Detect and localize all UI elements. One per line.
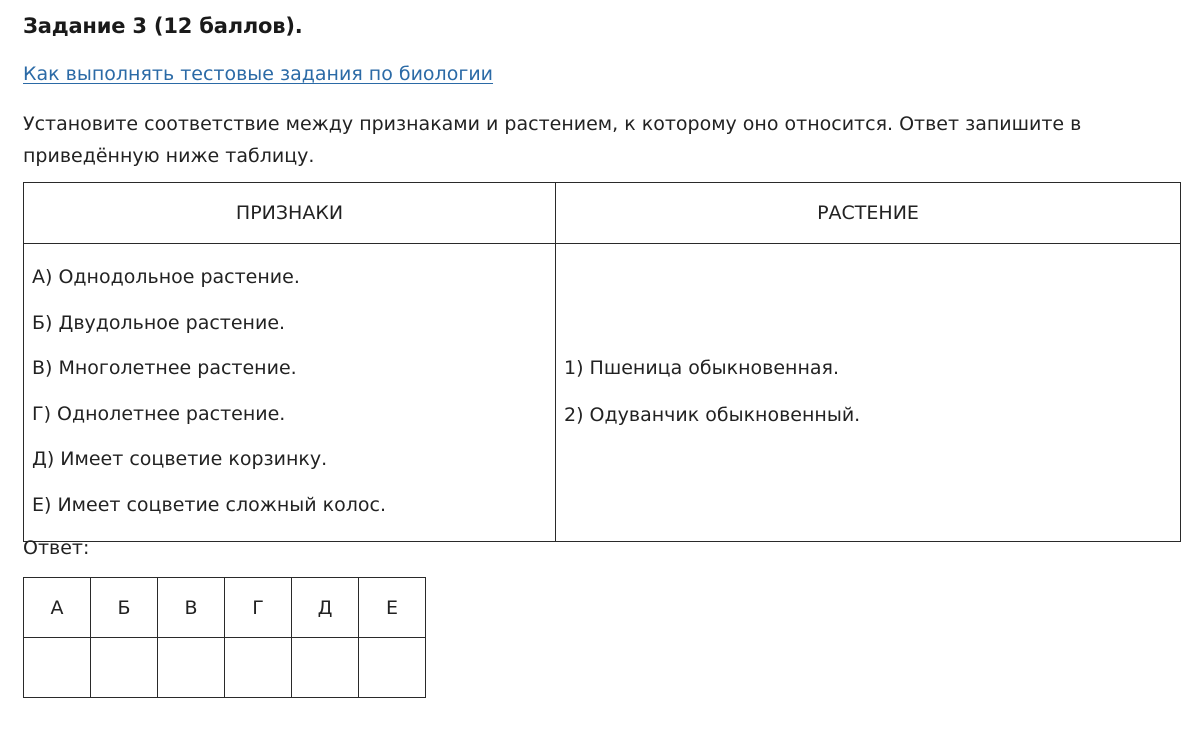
answer-inputs-row [24, 638, 426, 698]
plant-2: 2) Одуванчик обыкновенный. [564, 404, 861, 427]
task-instruction: Установите соответствие между признаками и растением, к которому оно относится. Ответ запишите в приведённую ниже таблицу. [23, 113, 1082, 167]
answer-letter-e: Е [359, 578, 426, 638]
answer-input-v[interactable] [158, 638, 225, 698]
features-list [24, 244, 555, 541]
answer-label: Ответ: [23, 537, 90, 559]
plants-cell [556, 244, 1181, 542]
answer-letters-row [24, 578, 426, 638]
header-plant: РАСТЕНИЕ [556, 183, 1181, 244]
feature-b: Б) Двудольное растение. [32, 311, 286, 334]
answer-input-a[interactable] [24, 638, 91, 698]
answer-input-d[interactable] [292, 638, 359, 698]
answer-letter-a: А [24, 578, 91, 638]
feature-a: А) Однодольное растение. [32, 266, 300, 288]
task-title: Задание 3 (12 баллов). [23, 14, 303, 38]
feature-v: В) Многолетнее растение. [32, 357, 297, 380]
answer-input-b[interactable] [91, 638, 158, 698]
answer-table [23, 577, 426, 698]
features-cell [24, 244, 556, 542]
answer-letter-v: В [158, 578, 225, 638]
answer-input-e[interactable] [359, 638, 426, 698]
help-link[interactable]: Как выполнять тестовые задания по биологии [23, 63, 494, 85]
plants-list [556, 345, 1180, 439]
matching-table [23, 182, 1181, 542]
matching-table-body-row [24, 244, 1181, 542]
answer-letter-d: Д [292, 578, 359, 638]
plant-1: 1) Пшеница обыкновенная. [564, 357, 839, 380]
answer-input-g[interactable] [225, 638, 292, 698]
answer-letter-b: Б [91, 578, 158, 638]
matching-table-header-row [24, 183, 1181, 244]
feature-g: Г) Однолетнее растение. [32, 402, 286, 425]
answer-letter-g: Г [225, 578, 292, 638]
feature-e: Е) Имеет соцветие сложный колос. [32, 493, 387, 516]
header-features: ПРИЗНАКИ [24, 183, 556, 244]
feature-d: Д) Имеет соцветие корзинку. [32, 448, 328, 471]
